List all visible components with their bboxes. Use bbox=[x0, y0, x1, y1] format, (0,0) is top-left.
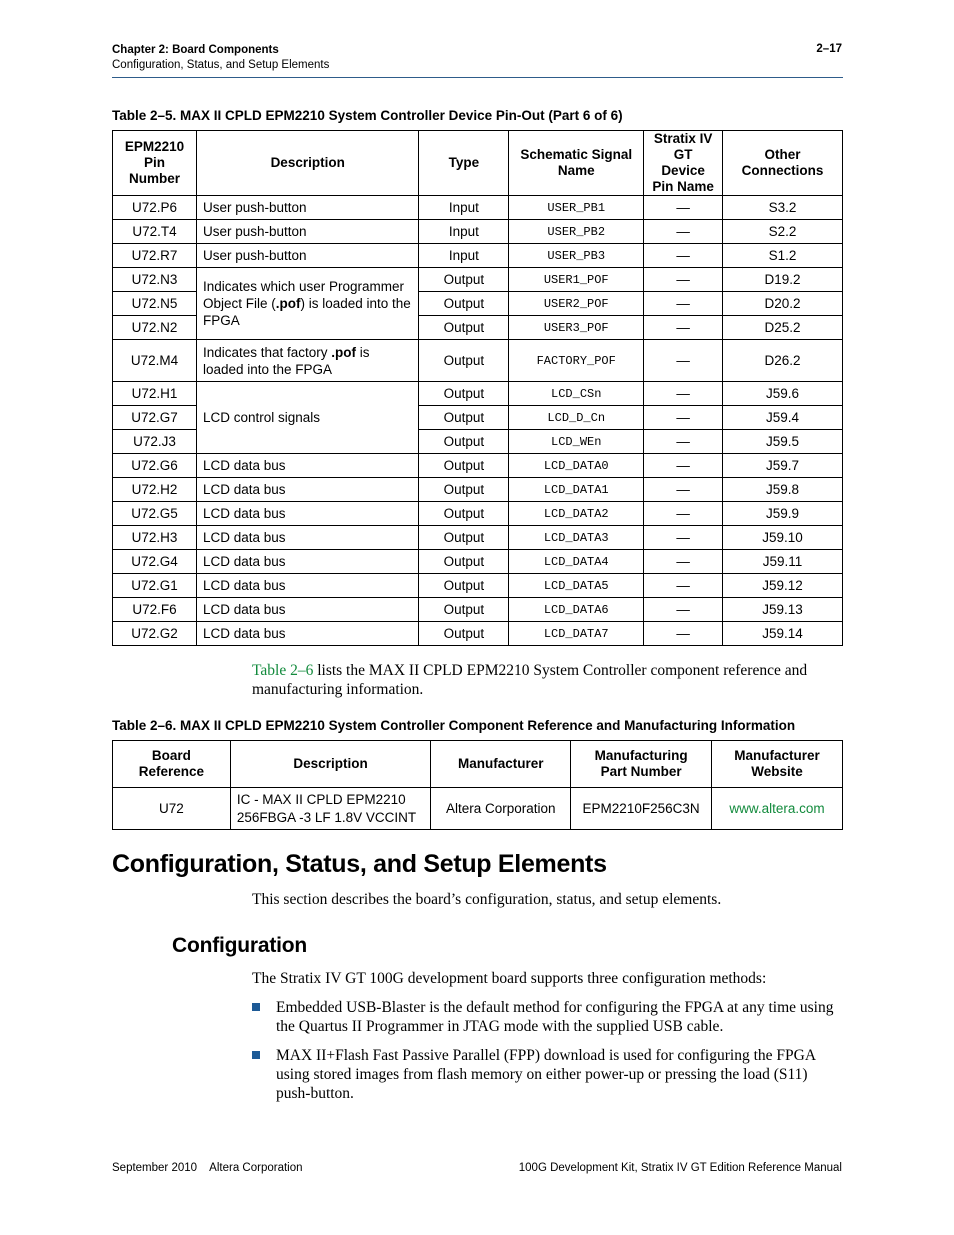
bullet-square-icon bbox=[252, 1051, 260, 1059]
table-row: U72.H3 LCD data bus Output LCD_DATA3 — J59.10 bbox=[113, 526, 843, 550]
section-title: Configuration, Status, and Setup Elements bbox=[112, 59, 330, 71]
table-row: U72.N5 Output USER2_POF — D20.2 bbox=[113, 292, 843, 316]
table-row: U72.G4 LCD data bus Output LCD_DATA4 — J59.11 bbox=[113, 550, 843, 574]
footer-left: September 2010 Altera Corporation bbox=[112, 1162, 303, 1174]
table-row: U72.G6 LCD data bus Output LCD_DATA0 — J59.7 bbox=[113, 454, 843, 478]
table-row: U72.J3 Output LCD_WEn — J59.5 bbox=[113, 430, 843, 454]
table-row: U72.G7 Output LCD_D_Cn — J59.4 bbox=[113, 406, 843, 430]
component-table bbox=[112, 740, 843, 830]
altera-website-link[interactable]: www.altera.com bbox=[729, 801, 825, 816]
table-2-6-caption: Table 2–6. MAX II CPLD EPM2210 System Controller Component Reference and Manufacturing Information bbox=[112, 718, 796, 733]
col-header-board-reference: Board Reference bbox=[113, 741, 231, 788]
col-header-type: Type bbox=[419, 131, 509, 196]
table-row: U72.T4 User push-button Input USER_PB2 — S2.2 bbox=[113, 220, 843, 244]
configuration-intro: The Stratix IV GT 100G development board supports three configuration methods: bbox=[252, 970, 767, 987]
table-row: U72.N3 Indicates which user Programmer Object File (.pof) is loaded into the FPGA Output USER1_POF — D19.2 bbox=[113, 268, 843, 292]
table-row: U72.N2 Output USER3_POF — D25.2 bbox=[113, 316, 843, 340]
table-row: U72.F6 LCD data bus Output LCD_DATA6 — J59.13 bbox=[113, 598, 843, 622]
col-header-part-number: Manufacturing Part Number bbox=[571, 741, 712, 788]
configuration-heading: Configuration bbox=[172, 934, 308, 957]
table-2-6-intro: Table 2–6 lists the MAX II CPLD EPM2210 System Controller component reference and manufacturing information. bbox=[252, 662, 808, 698]
table-row: U72.M4 Indicates that factory .pof is loaded into the FPGA Output FACTORY_POF — D26.2 bbox=[113, 340, 843, 382]
bullet-square-icon bbox=[252, 1003, 260, 1011]
col-header-signal: Schematic Signal Name bbox=[509, 131, 644, 196]
section-heading: Configuration, Status, and Setup Elements bbox=[112, 850, 607, 878]
page-number: 2–17 bbox=[816, 43, 842, 55]
chapter-title: Chapter 2: Board Components bbox=[112, 44, 279, 56]
table-row: U72 IC - MAX II CPLD EPM2210 256FBGA -3 LF 1.8V VCCINT Altera Corporation EPM2210F256C3N www.altera.com bbox=[113, 788, 843, 830]
list-item: MAX II+Flash Fast Passive Parallel (FPP) download is used for configuring the FPGA using stored images from flash memory on either power-up or pressing the load (S11) push-button. bbox=[252, 1046, 844, 1103]
running-header bbox=[112, 43, 329, 73]
col-header-description: Description bbox=[196, 131, 419, 196]
list-item: Embedded USB-Blaster is the default method for configuring the FPGA at any time using the Quartus II Programmer in JTAG mode with the supplied USB cable. bbox=[252, 998, 844, 1036]
section-intro: This section describes the board’s configuration, status, and setup elements. bbox=[252, 891, 722, 908]
col-header-stratix: Stratix IV GT Device Pin Name bbox=[644, 131, 723, 196]
col-header-website: Manufacturer Website bbox=[712, 741, 843, 788]
col-header-description: Description bbox=[230, 741, 431, 788]
footer-right: 100G Development Kit, Stratix IV GT Edition Reference Manual bbox=[518, 1162, 842, 1174]
header-divider bbox=[112, 77, 843, 78]
factory-pof-description: Indicates that factory .pof is loaded into the FPGA bbox=[196, 340, 419, 382]
table-row: U72.G2 LCD data bus Output LCD_DATA7 — J59.14 bbox=[113, 622, 843, 646]
pof-description: Indicates which user Programmer Object File (.pof) is loaded into the FPGA bbox=[196, 268, 419, 340]
table-row: U72.H1 LCD control signals Output LCD_CSn — J59.6 bbox=[113, 382, 843, 406]
table-row: U72.R7 User push-button Input USER_PB3 — S1.2 bbox=[113, 244, 843, 268]
table-row: U72.P6 User push-button Input USER_PB1 — S3.2 bbox=[113, 196, 843, 220]
pinout-table bbox=[112, 130, 843, 646]
table-2-5-caption: Table 2–5. MAX II CPLD EPM2210 System Controller Device Pin-Out (Part 6 of 6) bbox=[112, 108, 623, 123]
col-header-pin: EPM2210 Pin Number bbox=[113, 131, 197, 196]
table-row: U72.G5 LCD data bus Output LCD_DATA2 — J59.9 bbox=[113, 502, 843, 526]
col-header-manufacturer: Manufacturer bbox=[431, 741, 571, 788]
table-row: U72.H2 LCD data bus Output LCD_DATA1 — J59.8 bbox=[113, 478, 843, 502]
table-2-6-link[interactable]: Table 2–6 bbox=[252, 662, 314, 679]
table-row: U72.G1 LCD data bus Output LCD_DATA5 — J59.12 bbox=[113, 574, 843, 598]
col-header-other: Other Connections bbox=[723, 131, 843, 196]
lcd-control-description: LCD control signals bbox=[196, 382, 419, 454]
